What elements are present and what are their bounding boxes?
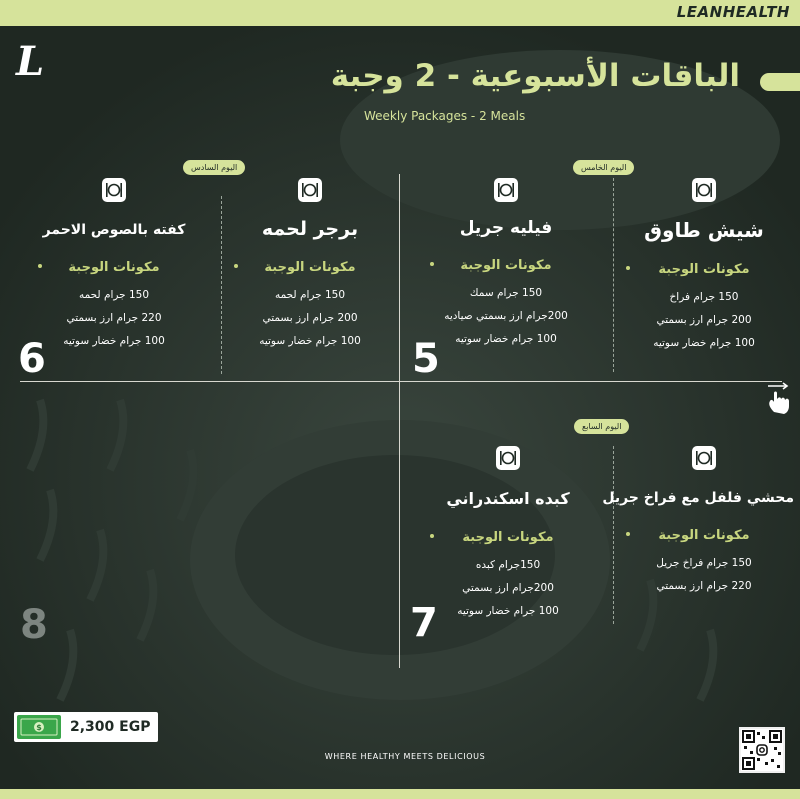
plate-cutlery-icon bbox=[692, 178, 716, 202]
ingredient-line: 150 جرام لحمه bbox=[78, 289, 150, 301]
ingredient-line: 200 جرام ارز بسمتي bbox=[656, 314, 752, 326]
grid-horizontal-divider bbox=[20, 381, 782, 382]
ingredient-line: 150 جرام سمك bbox=[469, 287, 543, 299]
ingredients-label: مكونات الوجبة bbox=[658, 528, 750, 543]
ingredient-line: 200جرام ارز بسمتي bbox=[462, 582, 554, 594]
plate-cutlery-icon bbox=[692, 446, 716, 470]
ingredient-line: 100 جرام خضار سوتيه bbox=[457, 605, 559, 617]
meal-card bbox=[416, 178, 596, 347]
swipe-hand-icon bbox=[764, 382, 794, 416]
ingredient-line: 150 جرام لحمه bbox=[274, 289, 346, 301]
title-accent-bar bbox=[760, 73, 800, 91]
day-number: 6 bbox=[18, 336, 46, 382]
day-badge: اليوم السابع bbox=[574, 419, 629, 434]
ingredients-label: مكونات الوجبة bbox=[460, 258, 552, 273]
ingredient-line: 100 جرام خضار سوتيه bbox=[653, 337, 755, 349]
plate-cutlery-icon bbox=[102, 178, 126, 202]
meal-card bbox=[220, 178, 400, 349]
ingredient-line: 100 جرام خضار سوتيه bbox=[455, 333, 557, 345]
bullet-dot bbox=[626, 266, 630, 270]
page-title: الباقات الأسبوعية - 2 وجبة bbox=[330, 58, 740, 94]
meal-card bbox=[602, 446, 794, 594]
ingredient-line: 150جرام كبده bbox=[475, 559, 541, 571]
svg-text:$: $ bbox=[36, 723, 42, 732]
ingredient-line: 220 جرام ارز بسمتي bbox=[656, 580, 752, 592]
brand-logo-mark: L bbox=[16, 38, 45, 85]
ingredient-line: 200 جرام ارز بسمتي bbox=[262, 312, 358, 324]
price-tag bbox=[14, 712, 158, 742]
brand-logo-text: LEANHEALTH bbox=[676, 3, 790, 21]
ingredient-line: 150 جرام فراخ bbox=[669, 291, 739, 303]
plate-cutlery-icon bbox=[496, 446, 520, 470]
meal-card bbox=[418, 446, 598, 619]
meal-name: محشي فلفل مع فراخ جريل bbox=[602, 490, 794, 506]
day-number: 7 bbox=[410, 600, 438, 646]
day-number: 8 bbox=[20, 602, 48, 648]
bottom-bar bbox=[0, 789, 800, 799]
ingredients-label: مكونات الوجبة bbox=[68, 260, 160, 275]
day-badge: اليوم الخامس bbox=[573, 160, 634, 175]
plate-cutlery-icon bbox=[298, 178, 322, 202]
bullet-dot bbox=[430, 534, 434, 538]
page-subtitle: Weekly Packages - 2 Meals bbox=[364, 109, 526, 123]
ingredient-line: 150 جرام فراخ جريل bbox=[656, 557, 752, 569]
cash-icon bbox=[17, 715, 61, 739]
bullet-dot bbox=[234, 264, 238, 268]
meal-name: كبده اسكندراني bbox=[446, 489, 570, 508]
day-number: 5 bbox=[412, 336, 440, 382]
bullet-dot bbox=[626, 532, 630, 536]
ingredient-line: 100 جرام خضار سوتيه bbox=[259, 335, 361, 347]
meal-name: برجر لحمه bbox=[261, 218, 359, 240]
ingredient-line: 220 جرام ارز بسمتي bbox=[66, 312, 162, 324]
bullet-dot bbox=[430, 262, 434, 266]
ingredient-line: 200جرام ارز بسمتي صياديه bbox=[444, 310, 568, 322]
plate-cutlery-icon bbox=[494, 178, 518, 202]
meal-card bbox=[614, 178, 794, 351]
price-value: 2,300 EGP bbox=[70, 719, 151, 735]
ingredient-line: 100 جرام خضار سوتيه bbox=[63, 335, 165, 347]
tagline: WHERE HEALTHY MEETS DELICIOUS bbox=[324, 752, 486, 761]
meal-name: شيش طاوق bbox=[644, 218, 764, 242]
ingredients-label: مكونات الوجبة bbox=[462, 530, 554, 545]
bullet-dot bbox=[38, 264, 42, 268]
meal-card bbox=[24, 178, 204, 349]
day-badge: اليوم السادس bbox=[183, 160, 245, 175]
meal-name: فيليه جريل bbox=[459, 218, 553, 238]
qr-code-icon bbox=[739, 727, 785, 773]
ingredients-label: مكونات الوجبة bbox=[658, 262, 750, 277]
ingredients-label: مكونات الوجبة bbox=[264, 260, 356, 275]
meal-name: كفته بالصوص الاحمر bbox=[42, 222, 186, 238]
